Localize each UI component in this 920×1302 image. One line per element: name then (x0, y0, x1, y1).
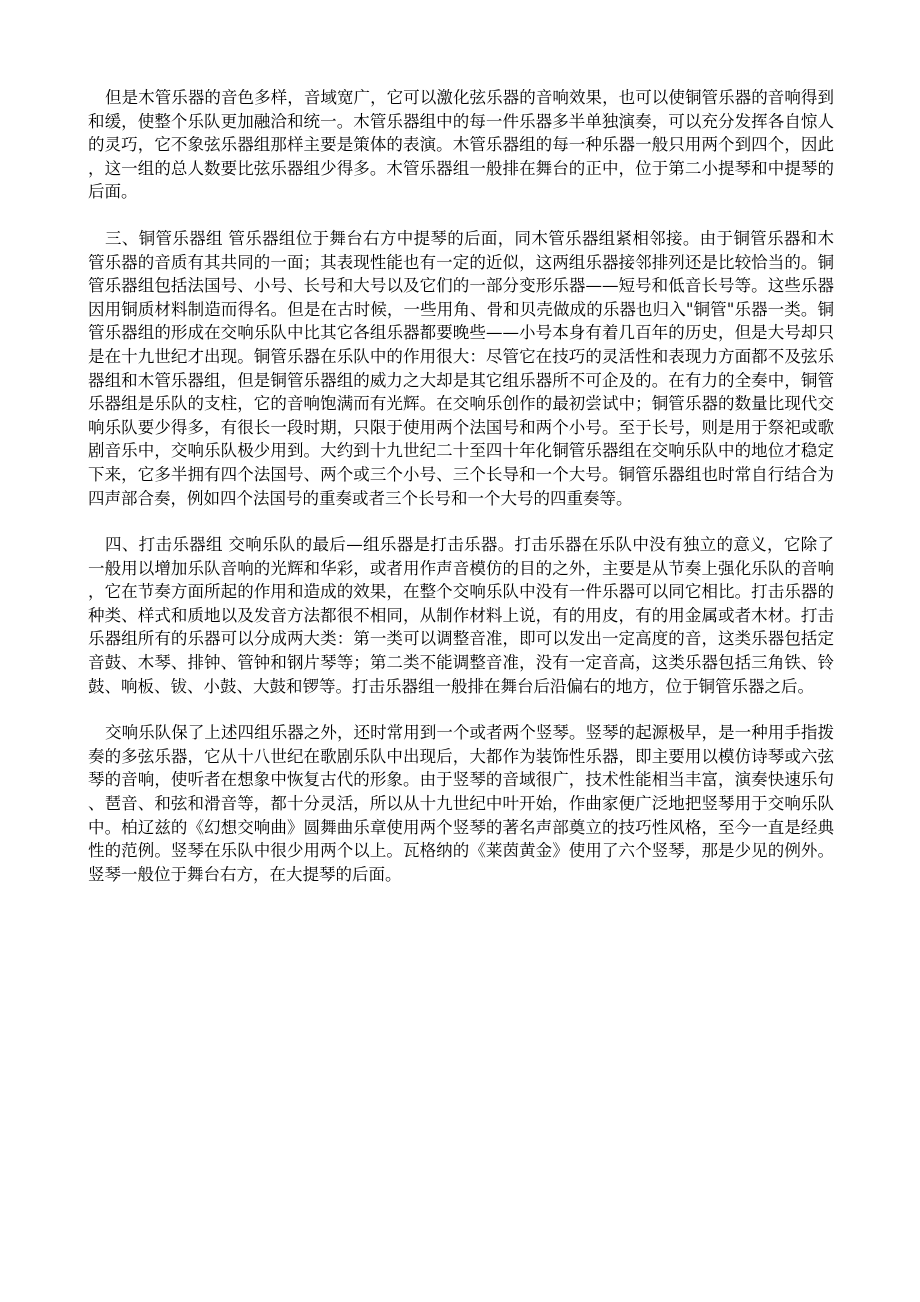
paragraph-percussion-section: 四、打击乐器组 交响乐队的最后—组乐器是打击乐器。打击乐器在乐队中没有独立的意义，它除了一般用以增加乐队音响的光辉和华彩，或者用作声音模仿的目的之外，主要是从节奏上强化乐队的音响，它在节奏方面所起的作用和造成的效果，在整个交响乐队中没有一件乐器可以同它相比。打击乐器的种类、样式和质地以及发音方法都很不相同，从制作材料上说，有的用皮，有的用金属或者木材。打击乐器组所有的乐器可以分成两大类：第一类可以调整音准，即可以发出一定高度的音，这类乐器包括定音鼓、木琴、排钟、管钟和钢片琴等；第二类不能调整音准，没有一定音高，这类乐器包括三角铁、铃鼓、响板、钹、小鼓、大鼓和锣等。打击乐器组一般排在舞台后沿偏右的地方，位于铜管乐器之后。 (88, 535, 834, 696)
paragraph-brass-section: 三、铜管乐器组 管乐器组位于舞台右方中提琴的后面，同木管乐器组紧相邻接。由于铜管乐器和木管乐器的音质有其共同的一面；其表现性能也有一定的近似，这两组乐器接邻排列还是比较恰当的。铜管乐器组包括法国号、小号、长号和大号以及它们的一部分变形乐器——短号和低音长号等。这些乐器因用铜质材料制造而得名。但是在古时候，一些用角、骨和贝壳做成的乐器也归入"铜管"乐器一类。铜管乐器组的形成在交响乐队中比其它各组乐器都要晚些——小号本身有着几百年的历史，但是大号却只是在十九世纪才出现。铜管乐器在乐队中的作用很大：尽管它在技巧的灵活性和表现力方面都不及弦乐器组和木管乐器组，但是铜管乐器组的威力之大却是其它组乐器所不可企及的。在有力的全奏中，铜管乐器组是乐队的支柱，它的音响饱满而有光辉。在交响乐创作的最初尝试中；铜管乐器的数量比现代交响乐队要少得多，有很长一段时期，只限于使用两个法国号和两个小号。至于长号，则是用于祭祀或歌剧音乐中，交响乐队极少用到。大约到十九世纪二十至四十年化铜管乐器组在交响乐队中的地位才稳定下来，它多半拥有四个法国号、两个或三个小号、三个长导和一个大号。铜管乐器组也时常自行结合为四声部合奏，例如四个法国号的重奏或者三个长号和一个大号的四重奏等。 (88, 228, 834, 508)
paragraph-woodwind: 但是木管乐器的音色多样，音域宽广，它可以激化弦乐器的音响效果，也可以使铜管乐器的音响得到和缓，使整个乐队更加融洽和统一。木管乐器组中的每一件乐器多半单独演奏，可以充分发挥各自惊人的灵巧，它不象弦乐器组那样主要是策体的表演。木管乐器组的每一种乐器一般只用两个到四个，因此，这一组的总人数要比弦乐器组少得多。木管乐器组一般排在舞台的正中，位于第二小提琴和中提琴的后面。 (88, 88, 834, 202)
document-page (88, 86, 834, 909)
paragraph-harp: 交响乐队保了上述四组乐器之外，还时常用到一个或者两个竖琴。竖琴的起源极早，是一种用手指拨奏的多弦乐器，它从十八世纪在歌剧乐队中出现后，大都作为装饰性乐器，即主要用以模仿诗琴或六弦琴的音响，使听者在想象中恢复古代的形象。由于竖琴的音域很广，技术性能相当丰富，演奏快速乐句、琶音、和弦和滑音等，都十分灵活，所以从十九世纪中叶开始，作曲家便广泛地把竖琴用于交响乐队中。柏辽兹的《幻想交响曲》圆舞曲乐章使用两个竖琴的著名声部奠立的技巧性风格，至今一直是经典性的范例。竖琴在乐队中很少用两个以上。瓦格纳的《莱茵黄金》使用了六个竖琴，那是少见的例外。竖琴一般位于舞台右方，在大提琴的后面。 (88, 723, 834, 884)
